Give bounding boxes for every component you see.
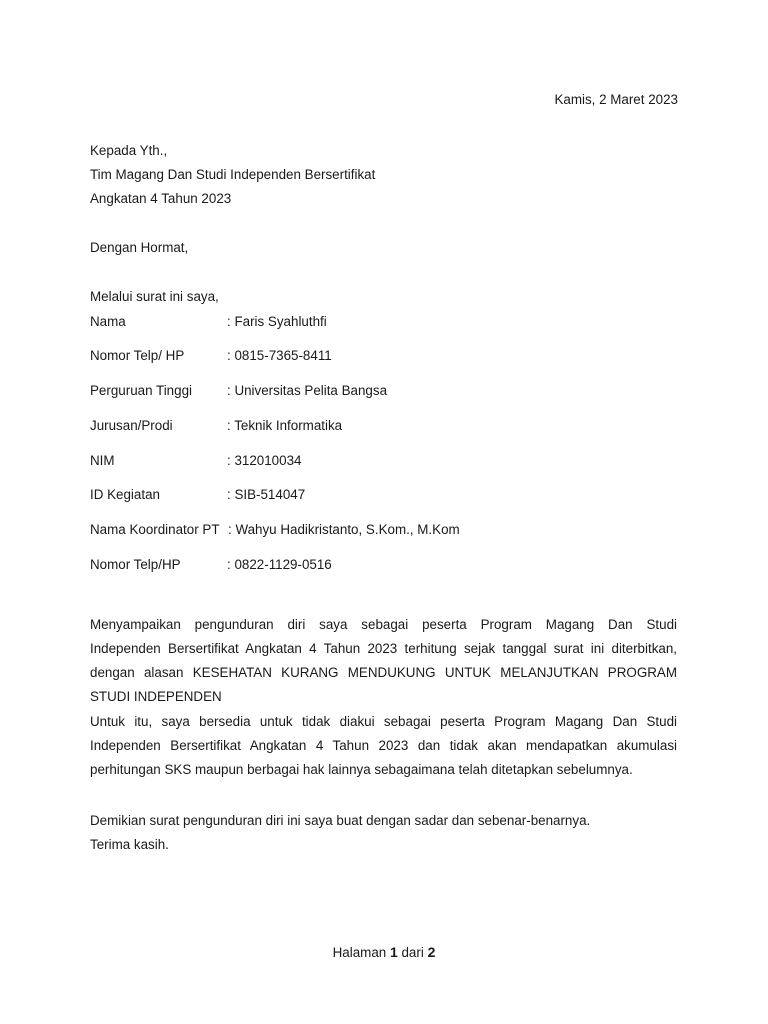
greeting: Dengan Hormat, xyxy=(90,240,189,255)
field-value-nim: : 312010034 xyxy=(227,453,302,468)
body-2-line-2: Independen Bersertifikat Angkatan 4 Tahun 2023 dan tidak akan mendapatkan akumulasi xyxy=(90,738,677,753)
field-value-koordinator: : Wahyu Hadikristanto, S.Kom., M.Kom xyxy=(228,522,460,537)
field-label-koordinator: Nama Koordinator PT xyxy=(90,522,220,537)
body-2-line-1: Untuk itu, saya bersedia untuk tidak diakui sebagai peserta Program Magang Dan Studi xyxy=(90,714,677,729)
field-label-telp-koordinator: Nomor Telp/HP xyxy=(90,557,181,572)
footer-separator: dari xyxy=(401,945,424,960)
letter-date: Kamis, 2 Maret 2023 xyxy=(554,92,678,107)
body-paragraph-2 xyxy=(90,710,677,782)
field-value-nama: : Faris Syahluthfi xyxy=(227,314,327,329)
field-value-jurusan: : Teknik Informatika xyxy=(227,418,343,433)
field-label-jurusan: Jurusan/Prodi xyxy=(90,418,173,433)
footer-prefix: Halaman xyxy=(332,945,387,960)
field-value-perguruan: : Universitas Pelita Bangsa xyxy=(227,383,388,398)
body-1-line-3: dengan alasan KESEHATAN KURANG MENDUKUNG UNTUK MELANJUTKAN PROGRAM xyxy=(90,665,677,680)
field-value-telp-koordinator: : 0822-1129-0516 xyxy=(227,557,332,572)
body-paragraph-1 xyxy=(90,613,677,709)
recipient-line-3: Angkatan 4 Tahun 2023 xyxy=(90,191,232,206)
footer-total-pages: 2 xyxy=(427,944,436,960)
recipient-line-2: Tim Magang Dan Studi Independen Bersertifikat xyxy=(90,167,376,182)
recipient-line-1: Kepada Yth., xyxy=(90,143,168,158)
body-1-line-1: Menyampaikan pengunduran diri saya sebagai peserta Program Magang Dan Studi xyxy=(90,617,677,632)
field-value-telp: : 0815-7365-8411 xyxy=(227,348,332,363)
body-2-line-3: perhitungan SKS maupun berbagai hak lainnya sebagaimana telah ditetapkan sebelumnya. xyxy=(90,762,633,777)
footer-current-page: 1 xyxy=(389,944,398,960)
intro-text: Melalui surat ini saya, xyxy=(90,289,219,304)
field-label-perguruan: Perguruan Tinggi xyxy=(90,383,192,398)
body-1-line-2: Independen Bersertifikat Angkatan 4 Tahun 2023 terhitung sejak tanggal surat ini diterbitkan, xyxy=(90,641,677,656)
field-label-id-kegiatan: ID Kegiatan xyxy=(90,487,160,502)
field-label-nama: Nama xyxy=(90,314,126,329)
closing-thanks: Terima kasih. xyxy=(90,837,169,852)
field-label-telp: Nomor Telp/ HP xyxy=(90,348,185,363)
field-value-id-kegiatan: : SIB-514047 xyxy=(227,487,306,502)
closing-statement: Demikian surat pengunduran diri ini saya buat dengan sadar dan sebenar-benarnya. xyxy=(90,813,591,828)
body-1-line-4: STUDI INDEPENDEN xyxy=(90,689,222,704)
field-label-nim: NIM xyxy=(90,453,115,468)
page-footer xyxy=(0,943,768,962)
